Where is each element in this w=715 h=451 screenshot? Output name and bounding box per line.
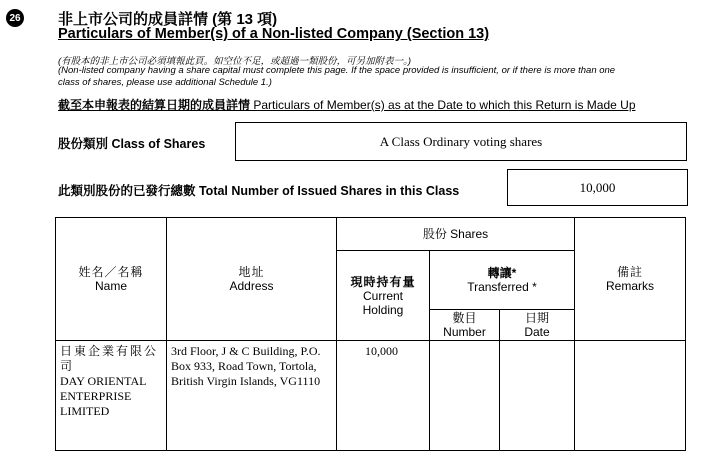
name-column-header	[56, 218, 167, 341]
transferred-header-english: Transferred *	[467, 280, 537, 294]
date-header-english: Date	[524, 325, 550, 339]
members-date-heading	[58, 96, 636, 113]
address-column-header	[167, 218, 337, 341]
member-remarks-cell[interactable]	[575, 341, 686, 451]
member-name-english: DAY ORIENTAL ENTERPRISE LIMITED	[60, 374, 147, 418]
section-title-chinese: 非上市公司的成員詳情 (第 13 項)	[58, 11, 278, 28]
section-title-english: Particulars of Member(s) of a Non-listed Company (Section 13)	[58, 26, 490, 42]
table-header-row-1	[56, 218, 686, 251]
current-holding-header-english-1: Current	[362, 288, 403, 303]
name-header-chinese: 姓名／名稱	[78, 265, 144, 279]
members-date-heading-english: Particulars of Member(s) as at the Date to which this Return is Made Up	[250, 98, 636, 112]
member-address-cell[interactable]	[167, 341, 337, 451]
member-transferred-date-cell[interactable]	[500, 341, 575, 451]
total-issued-shares-label: 此類別股份的已發行總數 Total Number of Issued Shares in this Class	[58, 184, 460, 198]
transferred-group-header	[430, 251, 575, 310]
transferred-number-column-header	[430, 310, 500, 341]
transferred-header-chinese: 轉讓*	[487, 266, 517, 280]
class-of-shares-label: 股份類別 Class of Shares	[58, 137, 206, 151]
transferred-date-column-header	[500, 310, 575, 341]
current-holding-header-english-2: Holding	[362, 302, 404, 317]
class-of-shares-field[interactable]	[235, 122, 687, 161]
member-name-cell[interactable]	[56, 341, 167, 451]
member-current-holding: 10,000	[365, 344, 398, 358]
remarks-header-chinese: 備註	[616, 265, 643, 279]
section-number-badge: 26	[6, 9, 24, 27]
class-of-shares-value: A Class Ordinary voting shares	[379, 133, 543, 149]
table-row	[56, 341, 686, 451]
member-transferred-number-cell[interactable]	[430, 341, 500, 451]
number-header-chinese: 數目	[452, 311, 477, 325]
members-table	[55, 217, 686, 451]
address-header-chinese: 地址	[238, 265, 265, 279]
instruction-note-english-line1: (Non-listed company having a share capital must complete this page. If the space provided is insufficient, or if there is more than one	[58, 65, 616, 76]
instruction-note-chinese: (有股本的非上市公司必須填報此頁。如空位不足，或超過一類股份，可另加附表一。)	[58, 56, 412, 67]
current-holding-column-header	[337, 251, 430, 341]
instruction-note-english-line2: class of shares, please use additional Schedule 1.)	[58, 77, 272, 88]
remarks-header-english: Remarks	[605, 279, 654, 293]
remarks-column-header	[575, 218, 686, 341]
name-header-english: Name	[94, 279, 127, 293]
member-address: 3rd Floor, J & C Building, P.O. Box 933, Road Town, Tortola, British Virgin Islands, VG1110	[171, 344, 321, 388]
member-name-chinese: 日東企業有限公司	[60, 344, 159, 373]
members-date-heading-chinese: 截至本申報表的結算日期的成員詳情	[58, 98, 251, 112]
address-header-english: Address	[229, 279, 274, 293]
total-issued-shares-value: 10,000	[579, 179, 616, 195]
shares-group-header: 股份 Shares	[337, 218, 575, 251]
total-issued-shares-field[interactable]	[507, 169, 688, 206]
date-header-chinese: 日期	[524, 311, 549, 325]
number-header-english: Number	[443, 325, 486, 339]
member-current-holding-cell[interactable]	[337, 341, 430, 451]
current-holding-header-chinese: 現時持有量	[350, 274, 416, 289]
